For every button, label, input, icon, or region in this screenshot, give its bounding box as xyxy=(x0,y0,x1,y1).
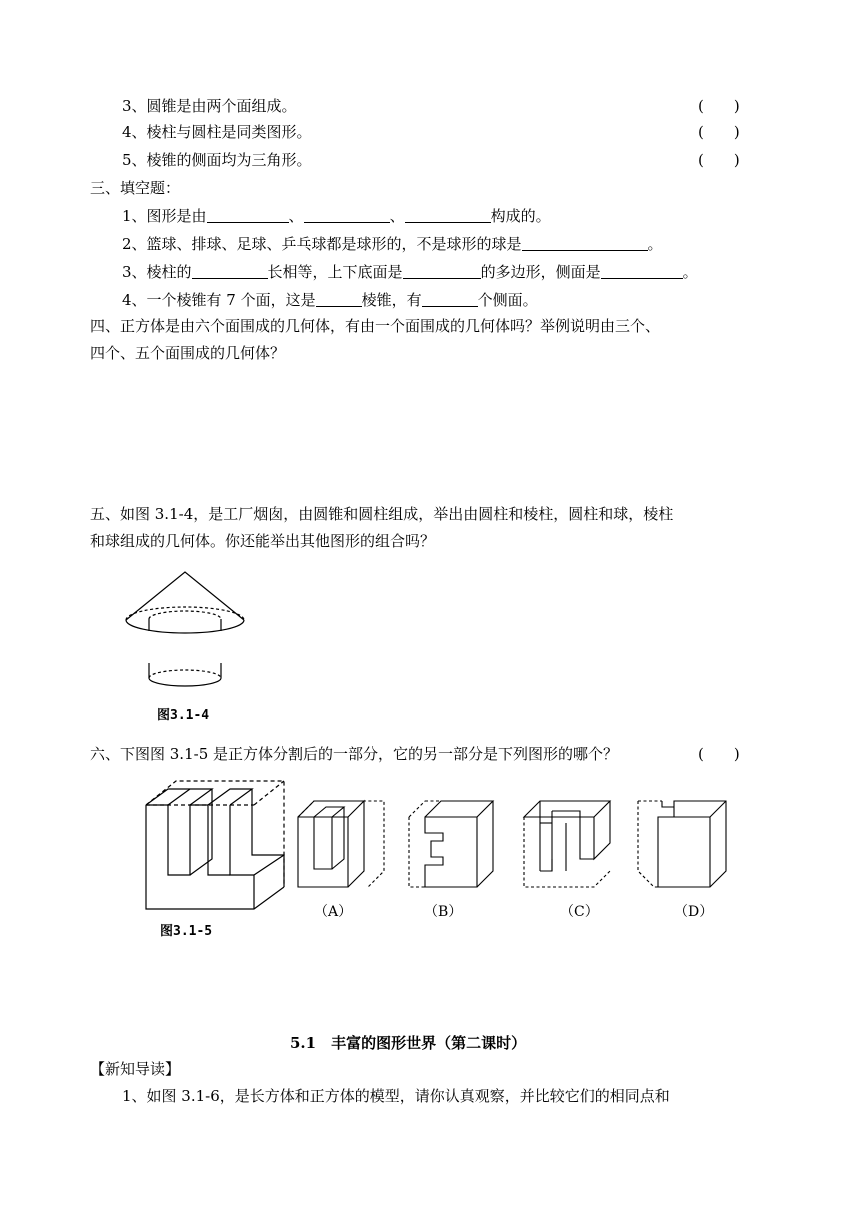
fill-blank[interactable] xyxy=(403,263,481,279)
fill-q3-text-b: 长相等，上下底面是 xyxy=(267,263,403,281)
q4-line2: 四个、五个面围成的几何体？ xyxy=(90,344,286,362)
judge-item-5: 5、棱锥的侧面均为三角形。 xyxy=(122,151,312,169)
option-d-figure xyxy=(636,799,730,891)
fill-q1-text-a: 1、图形是由 xyxy=(122,207,207,225)
option-c-figure xyxy=(522,799,614,891)
lesson-title: 5.1 丰富的图形世界（第二课时） xyxy=(290,1034,527,1052)
option-a-figure xyxy=(296,799,386,889)
fill-q3 xyxy=(122,262,698,282)
fill-q1-text-b: 构成的。 xyxy=(490,207,551,225)
q4-line1: 四、正方体是由六个面围成的几何体，有由一个面围成的几何体吗？举例说明由三个、 xyxy=(90,317,661,335)
fill-q3-text-c: 的多边形，侧面是 xyxy=(480,263,601,281)
fill-q1-sep2: 、 xyxy=(389,207,405,225)
judge-item-4: 4、棱柱与圆柱是同类图形。 xyxy=(122,123,312,141)
option-c-label[interactable]: （C） xyxy=(560,904,599,920)
q5-line1: 五、如图 3.1-4，是工厂烟囱，由圆锥和圆柱组成，举出由圆柱和棱柱，圆柱和球，棱柱 xyxy=(90,505,674,523)
lesson-item-1: 1、如图 3.1-6，是长方体和正方体的模型，请你认真观察，并比较它们的相同点和 xyxy=(122,1087,670,1105)
fill-q1-sep1: 、 xyxy=(288,207,304,225)
fill-blank[interactable] xyxy=(316,291,362,307)
fill-q4-text-b: 棱锥，有 xyxy=(361,291,422,309)
option-b-figure xyxy=(407,799,497,889)
answer-paren-3[interactable]: ( ) xyxy=(698,97,740,115)
figure-cube-part xyxy=(140,775,290,915)
intro-heading: 【新知导读】 xyxy=(90,1060,181,1078)
answer-paren-5[interactable]: ( ) xyxy=(698,151,740,169)
option-a-label[interactable]: （A） xyxy=(314,904,353,920)
fill-blank[interactable] xyxy=(405,207,491,223)
fill-blank[interactable] xyxy=(601,263,683,279)
answer-paren-4[interactable]: ( ) xyxy=(698,123,740,141)
option-d-label[interactable]: （D） xyxy=(674,904,714,920)
fill-blank[interactable] xyxy=(207,207,289,223)
answer-paren-6[interactable]: ( ) xyxy=(698,745,740,763)
fill-q4-text-c: 个侧面。 xyxy=(477,291,538,309)
q5-line2: 和球组成的几何体。你还能举出其他图形的组合吗？ xyxy=(90,532,436,550)
fill-q3-text-d: 。 xyxy=(682,263,698,281)
fill-q3-text-a: 3、棱柱的 xyxy=(122,263,192,281)
figure-caption-3-1-4: 图3.1-4 xyxy=(157,708,210,723)
q6-line1: 六、下图图 3.1-5 是正方体分割后的一部分，它的另一部分是下列图形的哪个？ xyxy=(90,745,619,763)
figure-chimney xyxy=(120,566,250,696)
fill-q4 xyxy=(122,290,538,310)
figure-caption-3-1-5: 图3.1-5 xyxy=(160,924,213,939)
judge-item-3: 3、圆锥是由两个面组成。 xyxy=(122,97,297,115)
fill-blank[interactable] xyxy=(522,235,648,251)
fill-blank[interactable] xyxy=(192,263,268,279)
fill-q2-text-a: 2、篮球、排球、足球、乒乓球都是球形的，不是球形的球是 xyxy=(122,235,522,253)
fill-q2 xyxy=(122,234,663,254)
fill-q1 xyxy=(122,206,551,226)
fill-blank[interactable] xyxy=(422,291,478,307)
fill-heading: 三、填空题： xyxy=(90,179,181,197)
fill-q2-text-b: 。 xyxy=(647,235,663,253)
fill-q4-text-a: 4、一个棱锥有 7 个面，这是 xyxy=(122,291,316,309)
fill-blank[interactable] xyxy=(304,207,390,223)
option-b-label[interactable]: （B） xyxy=(424,904,463,920)
